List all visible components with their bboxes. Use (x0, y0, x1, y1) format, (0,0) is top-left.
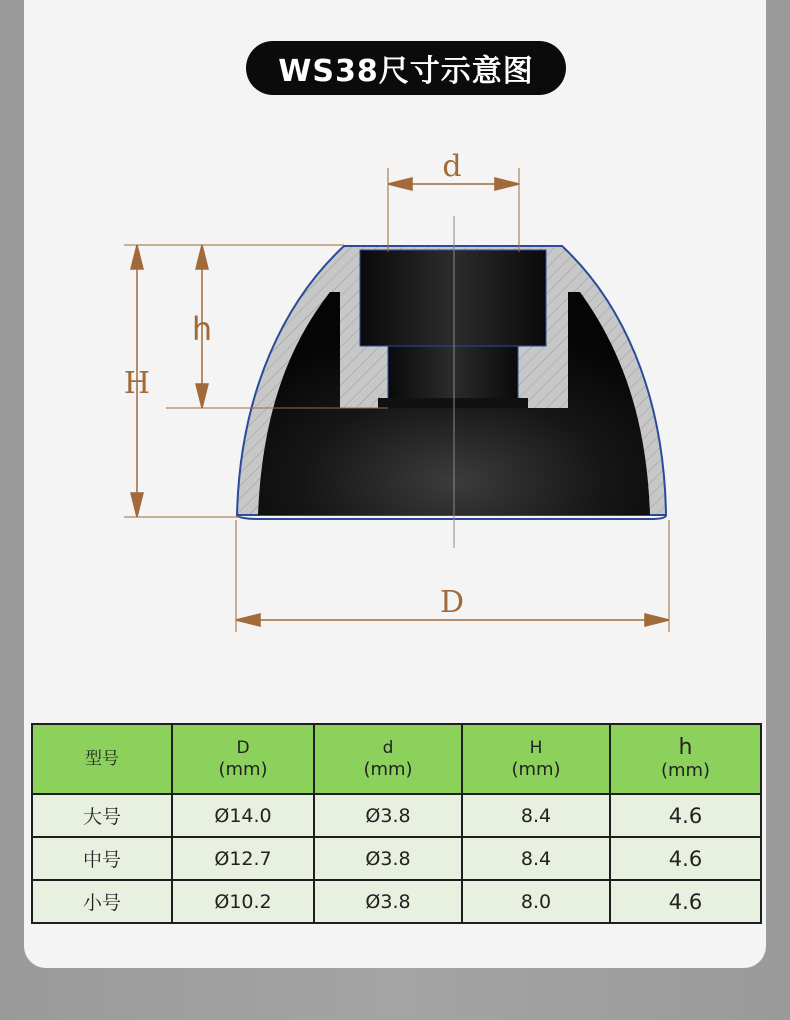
cell-d: Ø3.8 (314, 837, 462, 880)
cell-H: 8.4 (462, 794, 610, 837)
table-row (32, 837, 761, 880)
cell-h: 4.6 (610, 880, 761, 923)
label-h: h (191, 310, 213, 348)
cell-model: 大号 (32, 794, 172, 837)
cell-h: 4.6 (610, 837, 761, 880)
cell-D: Ø12.7 (172, 837, 314, 880)
header-d: d (mm) (314, 724, 462, 794)
cell-h: 4.6 (610, 794, 761, 837)
cell-H: 8.0 (462, 880, 610, 923)
label-d: d (442, 149, 462, 184)
cell-d: Ø3.8 (314, 880, 462, 923)
eartip-bore-lower (388, 346, 518, 400)
cell-H: 8.4 (462, 837, 610, 880)
header-model: 型号 (32, 724, 172, 794)
header-D: D (mm) (172, 724, 314, 794)
label-D: D (439, 585, 465, 620)
table-row (32, 880, 761, 923)
cell-model: 小号 (32, 880, 172, 923)
label-H: H (123, 366, 151, 401)
eartip-bore-upper (360, 250, 546, 346)
table-header-row (32, 724, 761, 794)
header-H: H (mm) (462, 724, 610, 794)
cell-D: Ø14.0 (172, 794, 314, 837)
table-row (32, 794, 761, 837)
cell-model: 中号 (32, 837, 172, 880)
cell-D: Ø10.2 (172, 880, 314, 923)
header-h: h (mm) (610, 724, 761, 794)
size-spec-table (31, 723, 762, 924)
page-title: WS38尺寸示意图 (246, 41, 566, 95)
cell-d: Ø3.8 (314, 794, 462, 837)
